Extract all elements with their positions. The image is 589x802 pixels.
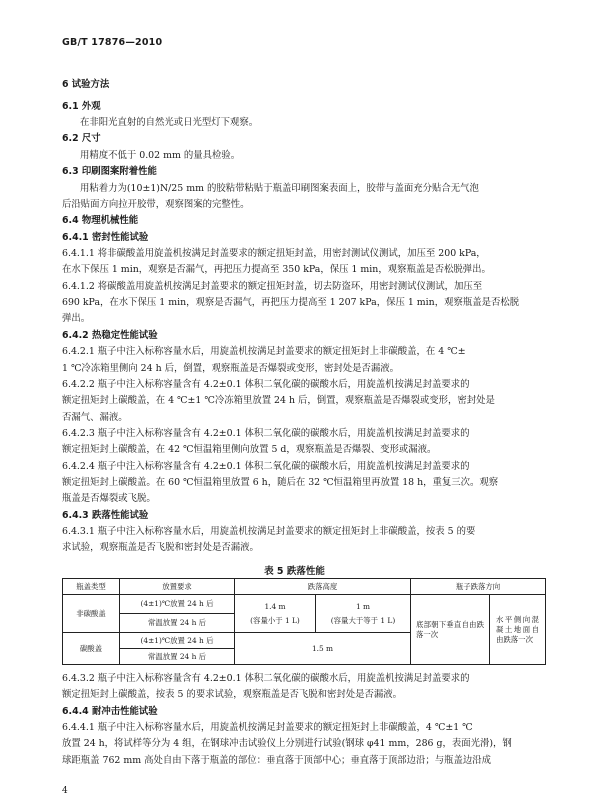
cell-noncarbonated-cap: 非碳酸盖: [63, 595, 120, 633]
cell-condition-cold: (4±1)℃放置 24 h 后: [120, 633, 235, 649]
paragraph-line: 6.4.3.1 瓶子中注入标称容量水后，用旋盖机按满足封盖要求的额定扭矩封上非碳酸盖，按表 5 的要: [62, 526, 476, 537]
table-row: [63, 595, 546, 614]
cell-height-carbonated: 1.5 m: [235, 633, 411, 665]
section-heading: 6.4 物理机械性能: [62, 215, 139, 226]
cell-condition-room: 常温放置 24 h 后: [120, 614, 235, 633]
paragraph-line: 6.4.1.2 将碳酸盖用旋盖机按满足封盖要求的额定扭矩封盖，切去防盗环，用密封测试仪测试，加压至: [62, 281, 483, 292]
paragraph-line: 1 ℃冷冻箱里侧向 24 h 后，倒置，观察瓶盖是否爆裂或变形，密封处是否漏液。: [62, 363, 399, 374]
paragraph-line: 在非阳光直射的自然光或日光型灯下观察。: [80, 117, 259, 128]
section-heading: 6.2 尺寸: [62, 133, 101, 144]
paragraph-line: 6.4.2.3 瓶子中注入标称容量含有 4.2±0.1 体积二氧化碳的碳酸水后，用旋盖机按满足封盖要求的: [62, 428, 470, 439]
paragraph-line: 额定扭矩封上碳酸盖，按表 5 的要求试验，观察瓶盖是否飞脱和密封处是否漏液。: [62, 689, 403, 700]
table-caption: 表 5 跌落性能: [264, 566, 325, 577]
paragraph-line: 额定扭矩封上碳酸盖，在 42 ℃恒温箱里侧向放置 5 d，观察瓶盖是否爆裂、变形或漏液。: [62, 444, 437, 455]
cell-condition-cold: (4±1)℃放置 24 h 后: [120, 595, 235, 614]
paragraph-line: 690 kPa，在水下保压 1 min，观察是否漏气，再把压力提高至 1 207 kPa，保压 1 min，观察瓶盖是否松脱: [62, 297, 520, 308]
paragraph-line: 放置 24 h，将试样等分为 4 组，在钢球冲击试验仪上分别进行试验(钢球 φ41 mm，286 g，表面光滑)，钢: [62, 738, 512, 749]
paragraph-line: 6.4.2.1 瓶子中注入标称容量水后，用旋盖机按满足封盖要求的额定扭矩封上非碳酸盖，在 4 ℃±: [62, 346, 466, 357]
paragraph-line: 6.4.2.4 瓶子中注入标称容量含有 4.2±0.1 体积二氧化碳的碳酸水后，用旋盖机按满足封盖要求的: [62, 461, 470, 472]
paragraph-line: 用粘着力为(10±1)N/25 mm 的胶粘带粘贴于瓶盖印刷图案表面上，胶带与盖面充分贴合无气泡: [80, 183, 479, 194]
cell-direction-horizontal: 水平侧向混凝土地面自由跌落一次: [490, 595, 546, 665]
header-drop-direction: 瓶子跌落方向: [411, 579, 546, 595]
cell-height-large: 1 m (容量大于等于 1 L): [316, 595, 411, 633]
paragraph-line: 后沿贴面方向拉开胶带，观察图案的完整性。: [62, 199, 250, 210]
paragraph-line: 6.4.2.2 瓶子中注入标称容量含有 4.2±0.1 体积二氧化碳的碳酸水后，用旋盖机按满足封盖要求的: [62, 379, 470, 390]
paragraph-line: 用精度不低于 0.02 mm 的量具检验。: [80, 150, 241, 161]
section-heading: 6.4.1 密封性能试验: [62, 232, 149, 243]
paragraph-line: 求试验，观察瓶盖是否飞脱和密封处是否漏液。: [62, 542, 259, 553]
paragraph-line: 弹出。: [62, 313, 91, 324]
paragraph-line: 额定扭矩封上碳酸盖，在 4 ℃±1 ℃冷冻箱里放置 24 h 后，倒置，观察瓶盖是否爆裂或变形，密封处是: [62, 395, 495, 406]
standard-number-header: GB/T 17876—2010: [62, 37, 163, 48]
section-heading: 6.4.2 热稳定性能试验: [62, 330, 158, 341]
paragraph-line: 6.4.4.1 瓶子中注入标称容量水后，用旋盖机按满足封盖要求的额定扭矩封上非碳酸盖，4 ℃±1 ℃: [62, 722, 473, 733]
header-condition: 放置要求: [120, 579, 235, 595]
paragraph-line: 球距瓶盖 762 mm 高处自由下落于瓶盖的部位：垂直落于顶部中心；垂直落于顶部边沿；与瓶盖边沿成: [62, 755, 491, 766]
section-heading: 6.3 印刷图案附着性能: [62, 166, 157, 177]
table-header-row: [63, 579, 546, 595]
header-drop-height: 跌落高度: [235, 579, 411, 595]
section-heading: 6.4.3 跌落性能试验: [62, 510, 149, 521]
cell-condition-room: 常温放置 24 h 后: [120, 649, 235, 665]
section-heading: 6.4.4 耐冲击性能试验: [62, 706, 158, 717]
paragraph-line: 6.4.3.2 瓶子中注入标称容量含有 4.2±0.1 体积二氧化碳的碳酸水后，用旋盖机按满足封盖要求的: [62, 673, 470, 684]
cell-direction-bottom: 底部朝下垂直自由跌落一次: [411, 595, 490, 665]
paragraph-line: 瓶盖是否爆裂或飞脱。: [62, 493, 156, 504]
section-heading: 6.1 外观: [62, 101, 101, 112]
paragraph-line: 否漏气、漏液。: [62, 412, 128, 423]
section-heading: 6 试验方法: [62, 79, 110, 90]
paragraph-line: 6.4.1.1 将非碳酸盖用旋盖机按满足封盖要求的额定扭矩封盖，用密封测试仪测试，加压至 200 kPa，: [62, 248, 486, 259]
cell-carbonated-cap: 碳酸盖: [63, 633, 120, 665]
header-cap-type: 瓶盖类型: [63, 579, 120, 595]
cell-height-small: 1.4 m (容量小于 1 L): [235, 595, 316, 633]
paragraph-line: 额定扭矩封上碳酸盖。在 60 ℃恒温箱里放置 6 h，随后在 32 ℃恒温箱里再放置 18 h，重复三次。观察: [62, 477, 499, 488]
drop-performance-table: [62, 578, 546, 665]
paragraph-line: 在水下保压 1 min，观察是否漏气，再把压力提高至 350 kPa，保压 1 min，观察瓶盖是否松脱弹出。: [62, 264, 491, 275]
page-number: 4: [62, 786, 68, 796]
